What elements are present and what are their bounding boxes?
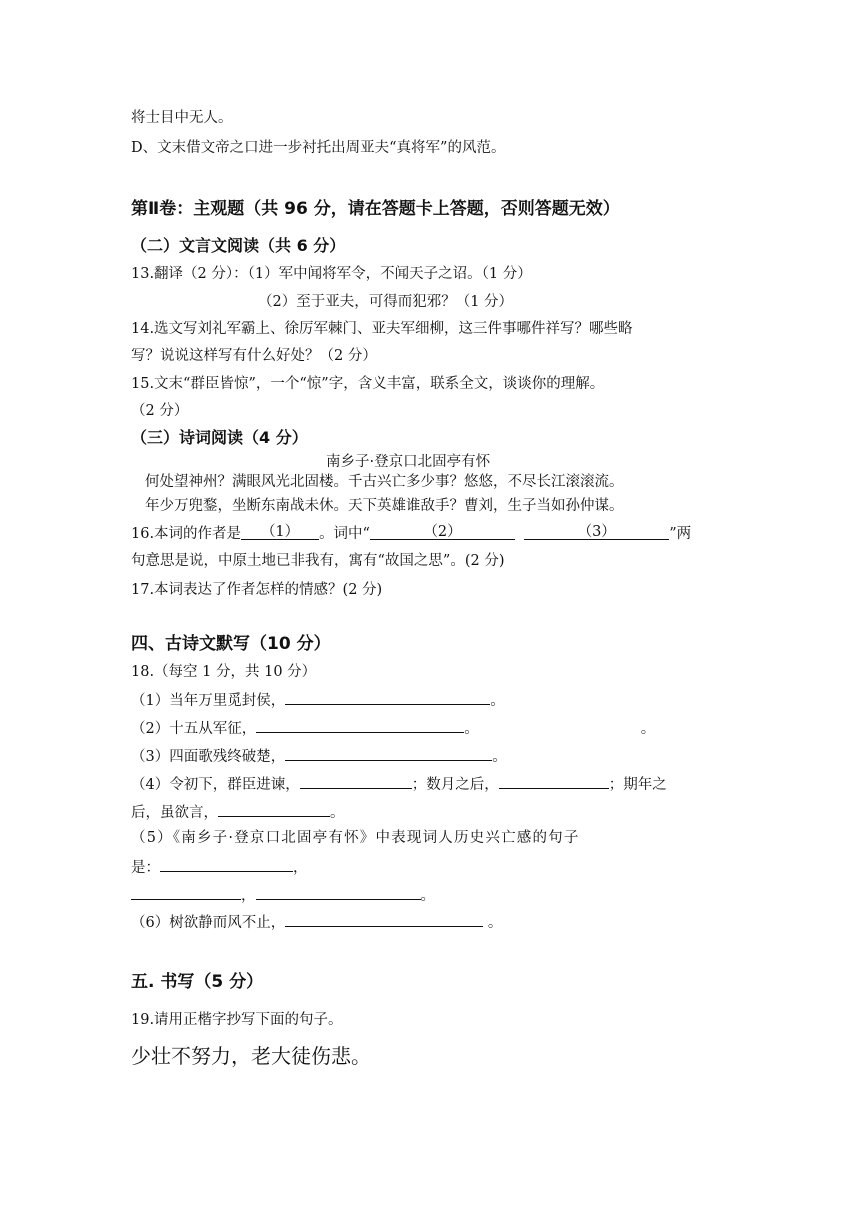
poem-line: 何处望神州？满眼风光北固楼。千古兴亡多少事？悠悠，不尽长江滚滚流。 [145,474,624,490]
question-14: 14.选文写刘礼军霸上、徐厉军棘门、亚夫军细柳，这三件事哪件祥写？哪些略 [131,321,633,337]
punct: 。 [464,721,479,737]
punct: 。 [492,749,507,765]
question-13-part2: （2）至于亚夫，可得而犯邪？（1 分） [258,294,514,310]
item-text: 后，虽欲言， [131,805,218,821]
question-15-cont: （2 分） [131,403,189,419]
section-header: 五. 书写（5 分） [131,972,264,992]
punct: 。 [487,915,503,931]
item-text: ；期年之 [608,777,667,793]
copy-sentence: 少壮不努力，老大徒伤悲。 [131,1044,371,1068]
item-text: （1）当年万里觅封侯， [131,693,286,709]
dictation-item-2 [131,717,655,739]
section-header: （二）文言文阅读（共 6 分） [131,236,346,255]
section-header: 第Ⅱ卷：主观题（共 96 分，请在答题卡上答题，否则答题无效） [131,199,620,219]
q16-prefix: 16.本词的作者是 [131,526,242,542]
dictation-item-6 [131,911,502,933]
answer-blank[interactable] [256,717,464,733]
punct: 。 [640,721,656,737]
item-text: （3）四面歌残终破楚， [131,749,286,765]
q16-mid: 。词中“ [319,526,370,542]
dictation-item-1 [131,689,505,711]
answer-blank[interactable] [160,856,293,872]
question-16 [131,524,691,544]
poem-title: 南乡子·登京口北固亭有怀 [326,454,491,470]
item-text: （4）令初下，群臣进谏， [131,777,300,793]
answer-blank[interactable] [285,911,483,927]
punct: ， [293,860,308,876]
answer-blank[interactable] [131,884,241,900]
punct: 。 [420,888,435,904]
dictation-item-4-cont [131,801,345,823]
text-line: D、文末借文帝之口进一步衬托出周亚夫“真将军”的风范。 [131,140,506,156]
question-14-cont: 写？说说这样写有什么好处？（2 分） [131,348,377,364]
punct: ， [241,888,256,904]
answer-blank[interactable] [499,773,609,789]
answer-blank[interactable]: （3） [524,524,669,540]
question-19: 19.请用正楷字抄写下面的句子。 [131,1012,343,1028]
answer-blank[interactable] [256,884,421,900]
poem-line: 年少万兜鍪，坐断东南战未休。天下英雄谁敌手？曹刘，生子当如孙仲谋。 [145,498,624,514]
item-text: （2）十五从军征， [131,721,257,737]
answer-blank[interactable] [300,773,412,789]
question-18: 18.（每空 1 分，共 10 分） [131,664,317,680]
answer-blank[interactable] [218,801,330,817]
section-header: （三）诗词阅读（4 分） [131,428,308,447]
q16-end: ”两 [669,526,692,542]
item-text: （6）树欲静而风不止， [131,915,286,931]
answer-blank[interactable]: （2） [370,524,515,540]
punct: 。 [490,693,505,709]
item-text: ；数月之后， [411,777,499,793]
dictation-item-3 [131,745,507,767]
question-13: 13.翻译（2 分）：（1）军中闻将军令，不闻天子之诏。（1 分） [131,266,532,282]
answer-blank[interactable]: （1） [241,524,319,540]
dictation-item-5-cont2 [131,884,435,906]
item-text: 是： [131,860,160,876]
answer-blank[interactable] [285,745,492,761]
dictation-item-4 [131,773,667,795]
dictation-item-5: （5）《南乡子·登京口北固亭有怀》中表现词人历史兴亡感的句子 [131,830,580,846]
punct: 。 [330,805,345,821]
question-17: 17.本词表达了作者怎样的情感？(2 分) [131,582,383,598]
question-15: 15.文末“群臣皆惊”，一个“惊”字，含义丰富，联系全文，谈谈你的理解。 [131,376,605,392]
dictation-item-5-cont [131,856,308,878]
section-header: 四、古诗文默写（10 分） [131,634,331,654]
text-line: 将士目中无人。 [131,110,233,126]
question-16-cont: 句意思是说，中原土地已非我有，寓有“故国之思”。(2 分) [131,553,505,569]
answer-blank[interactable] [285,689,490,705]
